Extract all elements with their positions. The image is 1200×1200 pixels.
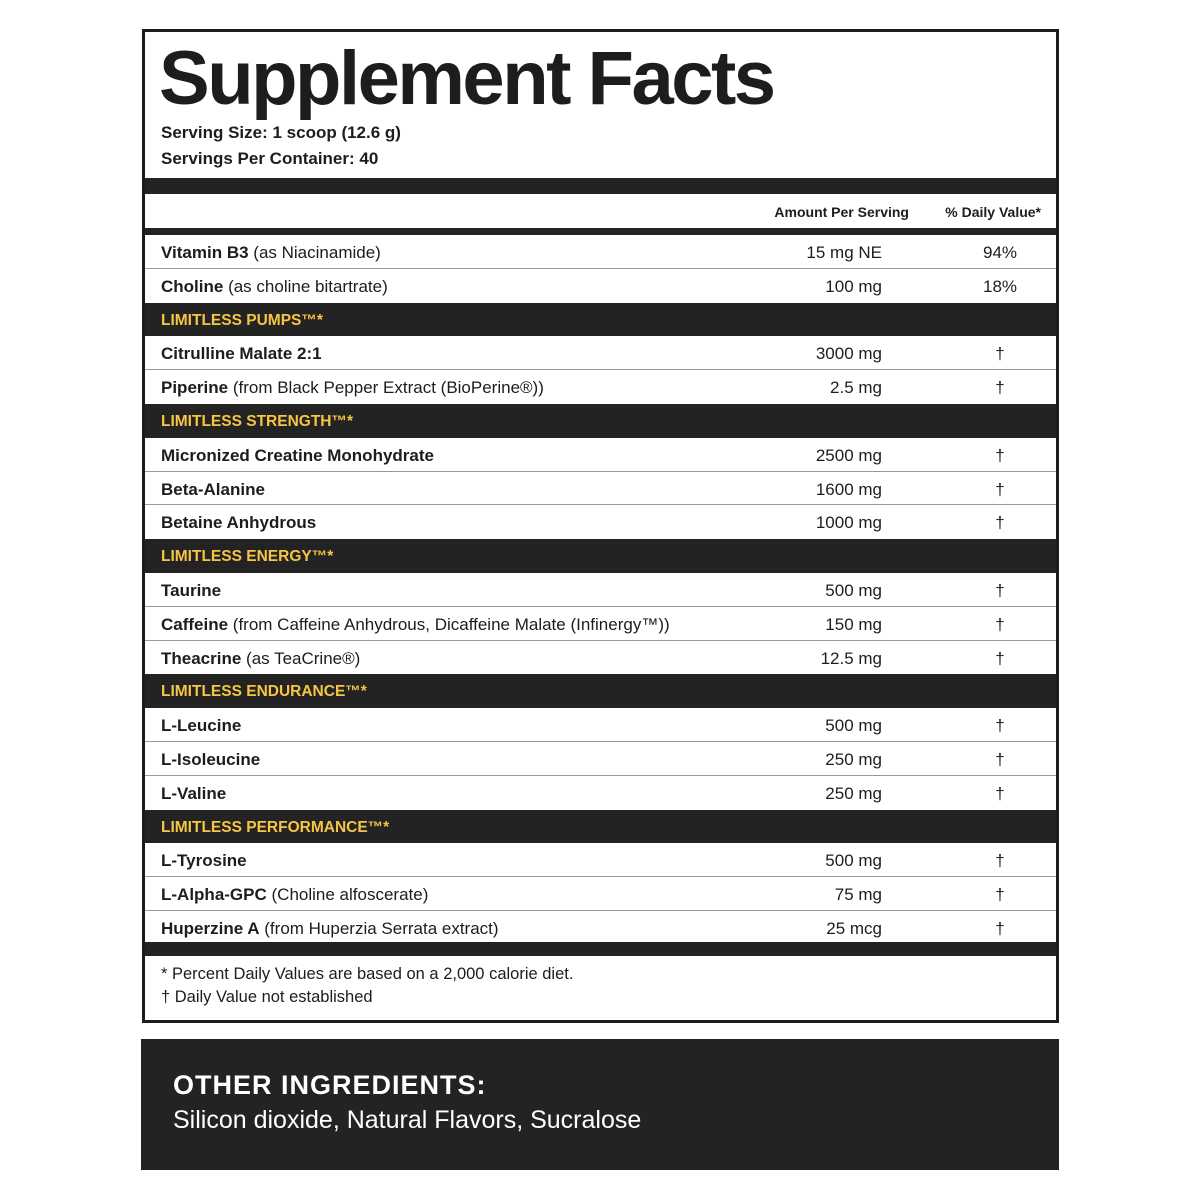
table-row (145, 505, 1056, 539)
section-header (145, 810, 1056, 844)
table-row (145, 911, 1056, 945)
ingredient-amount: 3000 mg (815, 344, 882, 364)
table-row (145, 336, 1056, 370)
ingredient-name (161, 446, 434, 466)
daily-value-text: † (995, 749, 1005, 769)
section-label: LIMITLESS PERFORMANCE™* (161, 818, 390, 836)
ingredient-name (161, 480, 265, 500)
ingredient-amount: 2.5 mg (830, 378, 882, 398)
ingredient-amount: 250 mg (825, 749, 882, 769)
ingredient-name (161, 885, 428, 905)
daily-value-text: † (995, 445, 1005, 465)
table-row (145, 708, 1056, 742)
ingredient-name (161, 513, 316, 533)
ingredient-name-bold: Vitamin B3 (161, 243, 249, 262)
ingredient-name-bold: L-Leucine (161, 716, 242, 736)
supplement-facts-panel (142, 29, 1059, 1023)
ingredient-amount: 150 mg (825, 614, 882, 634)
table-row (145, 877, 1056, 911)
ingredient-name (161, 581, 221, 601)
daily-value-text: † (995, 513, 1005, 533)
table-row (145, 573, 1056, 607)
ingredient-name-bold: Huperzine A (161, 918, 260, 938)
ingredient-amount: 2500 mg (815, 445, 882, 465)
table-row (145, 370, 1056, 404)
ingredient-name (161, 277, 388, 297)
ingredient-amount: 1000 mg (815, 513, 882, 533)
ingredient-name (161, 851, 247, 871)
ingredient-name (161, 919, 499, 939)
bottom-divider (145, 942, 1056, 956)
ingredient-amount: 12.5 mg (820, 648, 882, 668)
table-row (145, 843, 1056, 877)
column-header-row (145, 194, 1056, 235)
ingredient-name (161, 784, 226, 804)
ingredient-source: (from Caffeine Anhydrous, Dicaffeine Malate (Infinergy™)) (228, 614, 670, 634)
section-label: LIMITLESS PUMPS™* (161, 311, 323, 329)
ingredient-amount: 15 mg NE (806, 243, 882, 262)
amount-per-serving-header: Amount Per Serving (774, 204, 909, 220)
section-label: LIMITLESS ENERGY™* (161, 548, 334, 566)
thick-divider (145, 178, 1056, 194)
daily-value-text: † (995, 851, 1005, 871)
ingredient-name-bold: L-Isoleucine (161, 749, 261, 769)
ingredient-name-bold: Caffeine (161, 614, 229, 634)
ingredient-source: (as Niacinamide) (248, 243, 381, 262)
section-header (145, 674, 1056, 708)
ingredient-name (161, 716, 241, 736)
ingredient-source: (Choline alfoscerate) (266, 885, 429, 905)
ingredient-name (161, 750, 260, 770)
footnote-not-established: † Daily Value not established (161, 988, 373, 1006)
ingredient-name-bold: Choline (161, 276, 224, 296)
daily-value-text: 18% (982, 276, 1018, 296)
daily-value-text: 94% (982, 243, 1018, 262)
ingredient-amount: 100 mg (825, 276, 882, 296)
ingredient-name (161, 243, 381, 263)
ingredient-table (145, 235, 1056, 945)
ingredient-name-bold: Betaine Anhydrous (161, 513, 317, 533)
table-row (145, 641, 1056, 675)
ingredient-source: (from Huperzia Serrata extract) (259, 918, 499, 938)
footnote-daily-values: * Percent Daily Values are based on a 2,000 calorie diet. (161, 965, 574, 983)
table-row (145, 776, 1056, 810)
servings-per-container: Servings Per Container: 40 (161, 149, 379, 168)
daily-value-header: % Daily Value* (945, 204, 1041, 220)
daily-value-text: † (995, 479, 1005, 499)
other-ingredients-title: OTHER INGREDIENTS: (173, 1070, 487, 1100)
daily-value-text: † (995, 885, 1005, 905)
ingredient-name-bold: Taurine (161, 580, 222, 600)
ingredient-name (161, 344, 322, 364)
ingredient-source: (as TeaCrine®) (241, 648, 361, 668)
daily-value-text: † (995, 648, 1005, 668)
ingredient-name-bold: Beta-Alanine (161, 479, 265, 499)
ingredient-name-bold: L-Tyrosine (161, 851, 247, 871)
serving-size: Serving Size: 1 scoop (12.6 g) (161, 123, 401, 142)
other-ingredients-box (141, 1039, 1059, 1170)
section-header (145, 303, 1056, 337)
ingredient-name-bold: Micronized Creatine Monohydrate (161, 445, 434, 465)
ingredient-name (161, 615, 670, 635)
panel-title: Supplement Facts (159, 36, 774, 121)
ingredient-amount: 500 mg (825, 716, 882, 736)
ingredient-name (161, 378, 544, 398)
daily-value-text: † (995, 783, 1005, 803)
table-row (145, 235, 1056, 269)
ingredient-source: (from Black Pepper Extract (BioPerine®)) (228, 378, 544, 398)
ingredient-amount: 25 mcg (826, 918, 882, 938)
daily-value-text: † (995, 716, 1005, 736)
section-label: LIMITLESS STRENGTH™* (161, 412, 354, 430)
table-row (145, 742, 1056, 776)
table-row (145, 269, 1056, 303)
daily-value-text: † (995, 580, 1005, 600)
ingredient-name (161, 649, 360, 669)
table-row (145, 438, 1056, 472)
ingredient-name-bold: L-Alpha-GPC (161, 885, 267, 905)
section-header (145, 539, 1056, 573)
daily-value-text: † (995, 344, 1005, 364)
section-header (145, 404, 1056, 438)
ingredient-name-bold: Citrulline Malate 2:1 (161, 344, 322, 364)
other-ingredients-text: Silicon dioxide, Natural Flavors, Sucralose (173, 1106, 642, 1134)
ingredient-amount: 75 mg (834, 885, 882, 905)
ingredient-name-bold: L-Valine (161, 783, 227, 803)
table-row (145, 472, 1056, 506)
table-row (145, 607, 1056, 641)
ingredient-amount: 1600 mg (815, 479, 882, 499)
ingredient-name-bold: Theacrine (161, 648, 242, 668)
section-label: LIMITLESS ENDURANCE™* (161, 683, 367, 701)
daily-value-text: † (995, 614, 1005, 634)
ingredient-amount: 250 mg (825, 783, 882, 803)
daily-value-text: † (995, 918, 1005, 938)
ingredient-amount: 500 mg (825, 851, 882, 871)
ingredient-amount: 500 mg (825, 580, 882, 600)
daily-value-text: † (995, 378, 1005, 398)
ingredient-name-bold: Piperine (161, 378, 229, 398)
ingredient-source: (as choline bitartrate) (223, 276, 388, 296)
